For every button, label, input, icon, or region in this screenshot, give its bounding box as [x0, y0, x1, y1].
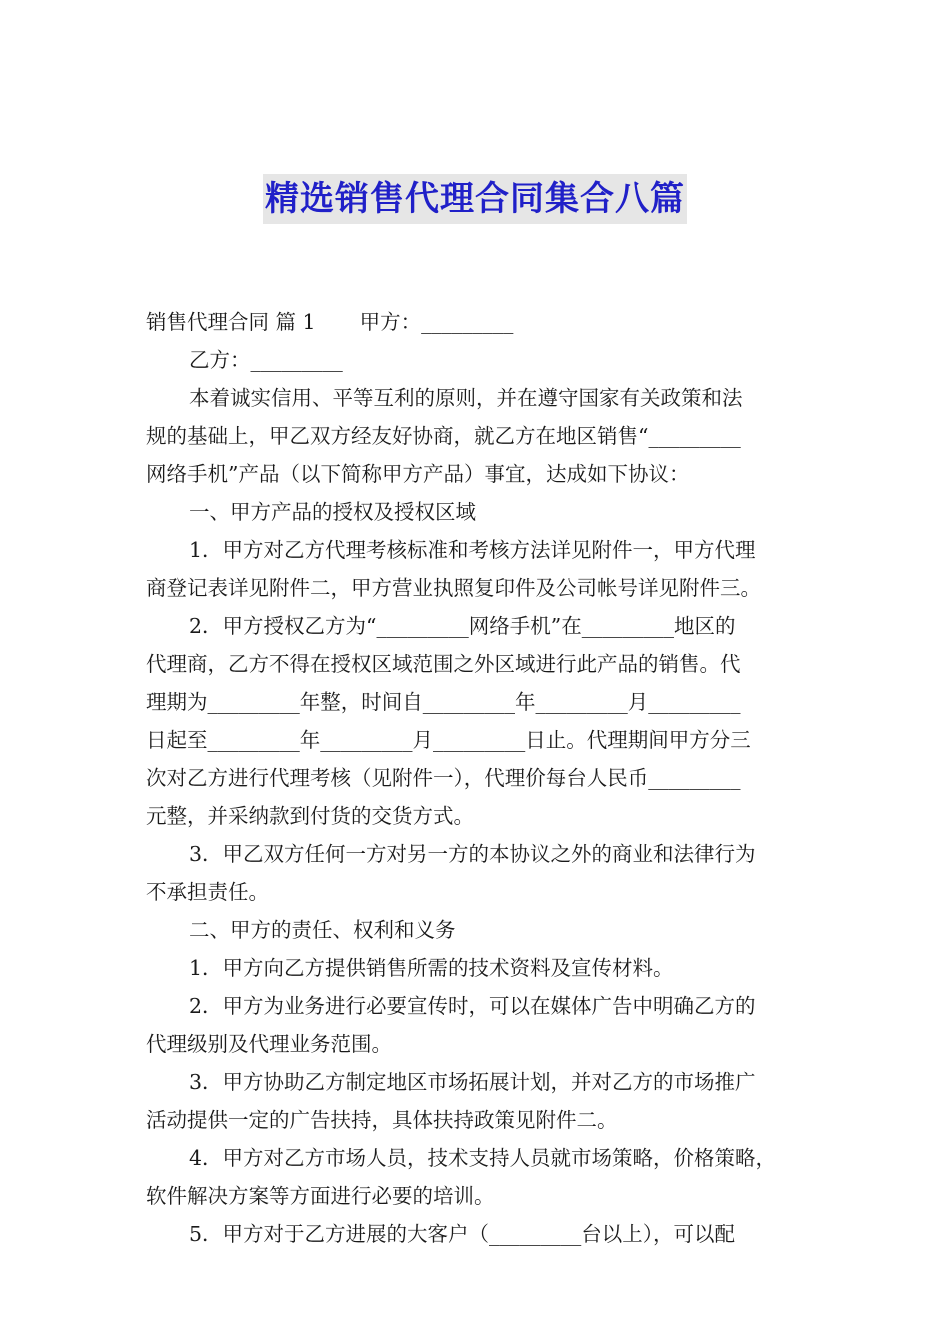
line-text: 1．甲方向乙方提供销售所需的技术资料及宣传材料。	[189, 956, 674, 980]
line-text: 一、甲方产品的授权及授权区域	[189, 500, 476, 524]
line-text: 本着诚实信用、平等互利的原则，并在遵守国家有关政策和法	[189, 386, 743, 410]
line-text: 次对乙方进行代理考核（见附件一），代理价每台人民币_________	[146, 766, 741, 790]
line-text: 乙方：_________	[189, 348, 343, 372]
document-title: 精选销售代理合同集合八篇	[263, 174, 687, 224]
document-body	[146, 303, 812, 1253]
line-text: 5．甲方对于乙方进展的大客户（_________台以上），可以配	[189, 1222, 736, 1246]
paragraph-line	[146, 1025, 812, 1063]
paragraph-line	[146, 1215, 812, 1253]
paragraph-line	[146, 797, 812, 835]
line-text: 2．甲方为业务进行必要宣传时，可以在媒体广告中明确乙方的	[189, 994, 756, 1018]
line-text: 日起至_________年_________月_________日止。代理期间甲方分三	[146, 728, 751, 752]
section-heading: 销售代理合同 篇 1	[146, 310, 316, 334]
line-text: 元整，并采纳款到付货的交货方式。	[146, 804, 474, 828]
paragraph-line	[146, 835, 812, 873]
paragraph-line	[146, 1063, 812, 1101]
title-wrap	[0, 174, 950, 224]
paragraph-line	[146, 341, 812, 379]
line-text: 软件解决方案等方面进行必要的培训。	[146, 1184, 495, 1208]
line-text: 3．甲乙双方任何一方对另一方的本协议之外的商业和法律行为	[189, 842, 756, 866]
paragraph-line	[146, 417, 812, 455]
line-text: 甲方：_________	[359, 310, 514, 334]
paragraph-line	[146, 379, 812, 417]
line-text: 网络手机”产品（以下简称甲方产品）事宜，达成如下协议：	[146, 462, 690, 486]
line-text: 1．甲方对乙方代理考核标准和考核方法详见附件一，甲方代理	[189, 538, 756, 562]
paragraph-line	[146, 759, 812, 797]
line-text: 3．甲方协助乙方制定地区市场拓展计划，并对乙方的市场推广	[189, 1070, 756, 1094]
line-text: 二、甲方的责任、权利和义务	[189, 918, 456, 942]
paragraph-line	[146, 607, 812, 645]
paragraph-line	[146, 531, 812, 569]
line-text: 2．甲方授权乙方为“_________网络手机”在_________地区的	[189, 614, 736, 638]
paragraph-line	[146, 987, 812, 1025]
line-text: 理期为_________年整，时间自_________年_________月_________	[146, 690, 741, 714]
paragraph-line	[146, 569, 812, 607]
line-text: 规的基础上，甲乙双方经友好协商，就乙方在地区销售“_________	[146, 424, 741, 448]
line-text: 代理商，乙方不得在授权区域范围之外区域进行此产品的销售。代	[146, 652, 741, 676]
paragraph-line	[146, 1139, 812, 1177]
line-text: 代理级别及代理业务范围。	[146, 1032, 392, 1056]
paragraph-line	[146, 455, 812, 493]
paragraph-line	[146, 1101, 812, 1139]
line-text: 活动提供一定的广告扶持，具体扶持政策见附件二。	[146, 1108, 618, 1132]
paragraph-line	[146, 303, 812, 341]
paragraph-line	[146, 721, 812, 759]
paragraph-line	[146, 683, 812, 721]
line-text: 4．甲方对乙方市场人员，技术支持人员就市场策略，价格策略，	[189, 1146, 777, 1170]
paragraph-line	[146, 911, 812, 949]
line-text: 不承担责任。	[146, 880, 269, 904]
paragraph-line	[146, 873, 812, 911]
paragraph-line	[146, 645, 812, 683]
paragraph-line	[146, 1177, 812, 1215]
line-text: 商登记表详见附件二，甲方营业执照复印件及公司帐号详见附件三。	[146, 576, 761, 600]
paragraph-line	[146, 949, 812, 987]
paragraph-line	[146, 493, 812, 531]
